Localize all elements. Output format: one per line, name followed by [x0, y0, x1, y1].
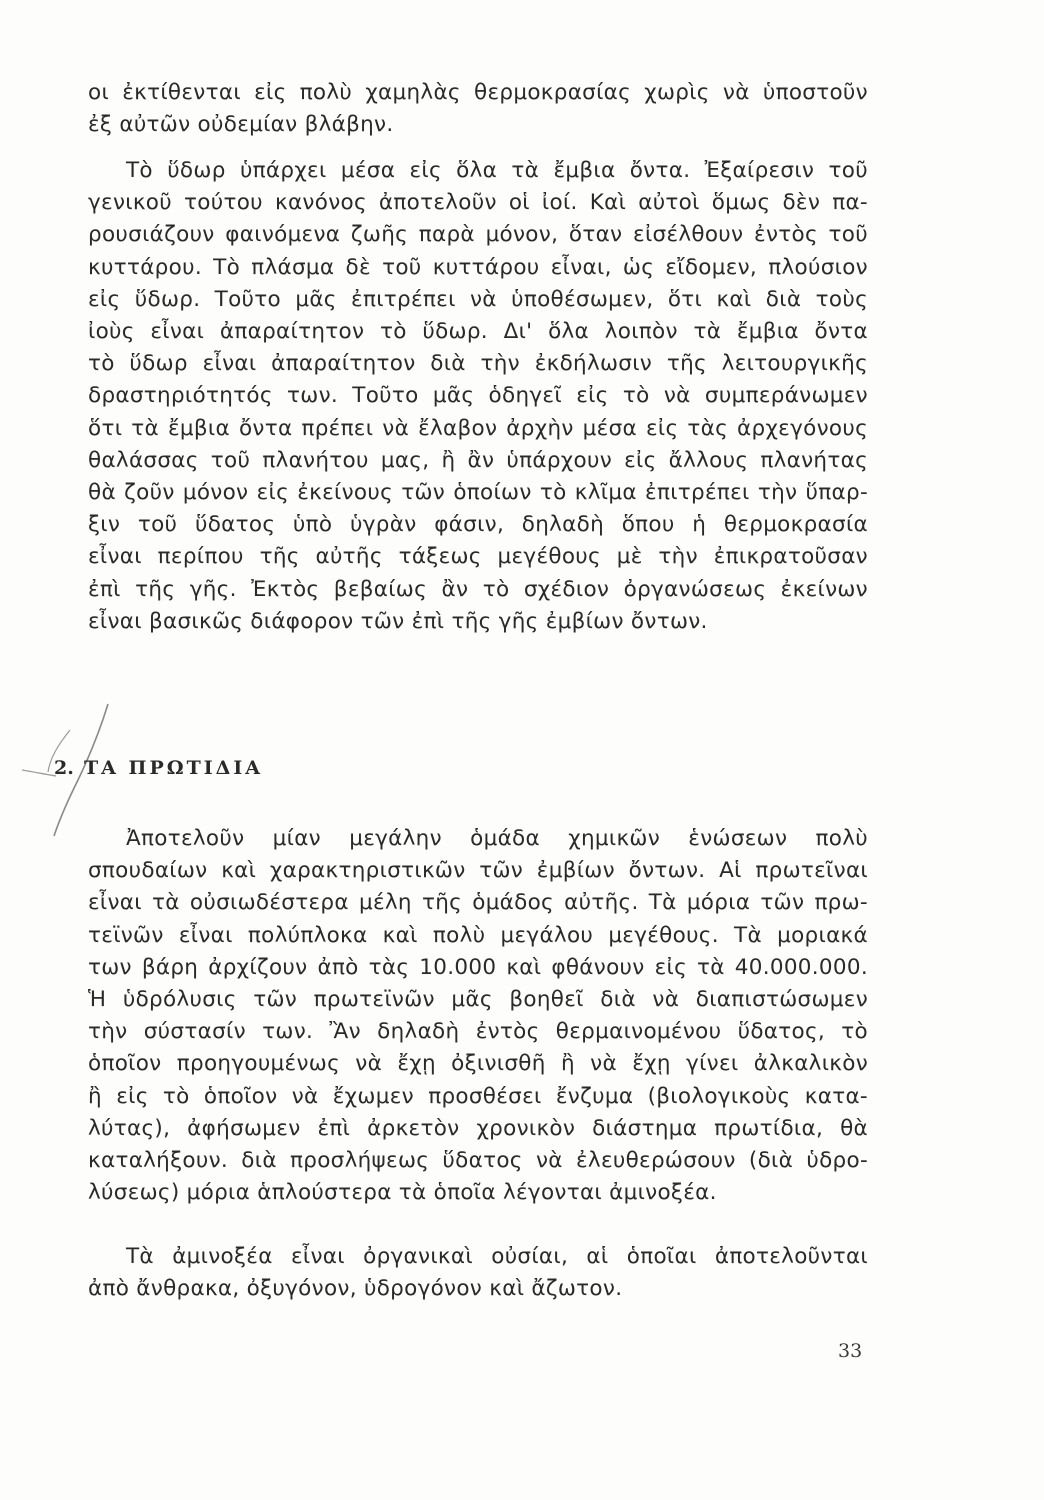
page-number: 33 — [838, 1340, 863, 1362]
text-line: ἢ εἰς τὸ ὁποῖον νὰ ἔχωμεν προσθέσει ἔνζυμα (βιολογικοὺς κατα- — [88, 1083, 868, 1109]
section-number: 2. — [54, 757, 74, 779]
text-line: λύσεως) μόρια ἁπλούστερα τὰ ὁποῖα λέγονται ἀμινοξέα. — [88, 1180, 717, 1206]
text-line: εἶναι περίπου τῆς αὐτῆς τάξεως μεγέθους μὲ τὴν ἐπικρατοῦσαν — [88, 544, 868, 570]
text-line: Τὰ ἀμινοξέα εἶναι ὀργανικαὶ οὐσίαι, αἱ ὁποῖαι ἀποτελοῦνται — [126, 1244, 868, 1269]
text-line: τὸ ὕδωρ εἶναι ἀπαραίτητον διὰ τὴν ἐκδήλωσιν τῆς λειτουργικῆς — [88, 351, 868, 377]
text-line: ἐξ αὐτῶν οὐδεμίαν βλάβην. — [88, 112, 394, 138]
paragraph-2 — [88, 155, 868, 638]
text-line: ἰοὺς εἶναι ἀπαραίτητον τὸ ὕδωρ. Δι' ὅλα λοιπὸν τὰ ἔμβια ὄντα — [88, 319, 868, 345]
text-line: Τὸ ὕδωρ ὑπάρχει μέσα εἰς ὅλα τὰ ἔμβια ὄντα. Ἐξαίρεσιν τοῦ — [126, 158, 868, 183]
text-line: γενικοῦ τούτου κανόνος ἀποτελοῦν οἱ ἰοί. Καὶ αὐτοὶ ὅμως δὲν πα- — [88, 190, 868, 216]
text-line: ἀπὸ ἄνθρακα, ὀξυγόνον, ὑδρογόνον καὶ ἄζωτον. — [88, 1276, 623, 1302]
text-line: ρουσιάζουν φαινόμενα ζωῆς παρὰ μόνον, ὅταν εἰσέλθουν ἐντὸς τοῦ — [88, 222, 868, 248]
text-line: εἶναι τὰ οὐσιωδέστερα μέλη τῆς ὁμάδος αὐτῆς. Τὰ μόρια τῶν πρω- — [88, 890, 868, 916]
text-line: των βάρη ἀρχίζουν ἀπὸ τὰς 10.000 καὶ φθάνουν εἰς τὰ 40.000.000. — [88, 954, 868, 980]
text-line: ὁποῖον προηγουμένως νὰ ἔχῃ ὀξινισθῆ ἢ νὰ ἔχῃ γίνει ἀλκαλικὸν — [88, 1051, 868, 1077]
text-line: Ἡ ὑδρόλυσις τῶν πρωτεϊνῶν μᾶς βοηθεῖ διὰ νὰ διαπιστώσωμεν — [88, 987, 868, 1013]
text-line: λύτας), ἀφήσωμεν ἐπὶ ἀρκετὸν χρονικὸν διάστημα πρωτίδια, θὰ — [88, 1115, 868, 1141]
text-line: καταλήξουν. διὰ προσλήψεως ὕδατος νὰ ἐλευθερώσουν (διὰ ὑδρο- — [88, 1148, 868, 1174]
paragraph-4 — [88, 1241, 868, 1305]
text-line: Ἀποτελοῦν μίαν μεγάλην ὁμάδα χημικῶν ἑνώσεων πολὺ — [126, 826, 868, 851]
text-line: σπουδαίων καὶ χαρακτηριστικῶν τῶν ἐμβίων ὄντων. Αἱ πρωτεῖναι — [88, 858, 868, 884]
text-line: οι ἐκτίθενται εἰς πολὺ χαμηλὰς θερμοκρασίας χωρὶς νὰ ὑποστοῦν — [88, 80, 868, 105]
text-line: εἰς ὕδωρ. Τοῦτο μᾶς ἐπιτρέπει νὰ ὑποθέσωμεν, ὅτι καὶ διὰ τοὺς — [88, 286, 868, 312]
text-line: ἐπὶ τῆς γῆς. Ἐκτὸς βεβαίως ἂν τὸ σχέδιον ὀργανώσεως ἐκείνων — [88, 576, 868, 602]
text-line: θὰ ζοῦν μόνον εἰς ἐκείνους τῶν ὁποίων τὸ κλῖμα ἐπιτρέπει τὴν ὕπαρ- — [88, 480, 868, 506]
section-title: ΤΑ ΠΡΩΤΙΔΙΑ — [84, 757, 264, 779]
text-line: κυττάρου. Τὸ πλάσμα δὲ τοῦ κυττάρου εἶναι, ὡς εἴδομεν, πλούσιον — [88, 254, 868, 280]
text-line: ὅτι τὰ ἔμβια ὄντα πρέπει νὰ ἔλαβον ἀρχὴν μέσα εἰς τὰς ἀρχεγόνους — [88, 415, 868, 441]
text-line: εἶναι βασικῶς διάφορον τῶν ἐπὶ τῆς γῆς ἐμβίων ὄντων. — [88, 608, 708, 634]
section-heading — [54, 753, 474, 793]
text-line: θαλάσσας τοῦ πλανήτου μας, ἢ ἂν ὑπάρχουν εἰς ἄλλους πλανήτας — [88, 447, 868, 473]
text-line: ξιν τοῦ ὕδατος ὑπὸ ὑγρὰν φάσιν, δηλαδὴ ὅπου ἡ θερμοκρασία — [88, 512, 868, 538]
paragraph-1 — [88, 77, 868, 141]
text-line: τὴν σύστασίν των. Ἂν δηλαδὴ ἐντὸς θερμαινομένου ὕδατος, τὸ — [88, 1019, 868, 1045]
paragraph-3 — [88, 823, 868, 1209]
text-line: τεϊνῶν εἶναι πολύπλοκα καὶ πολὺ μεγάλου μεγέθους. Τὰ μοριακά — [88, 922, 868, 948]
text-line: δραστηριότητός των. Τοῦτο μᾶς ὁδηγεῖ εἰς τὸ νὰ συμπεράνωμεν — [88, 383, 868, 409]
